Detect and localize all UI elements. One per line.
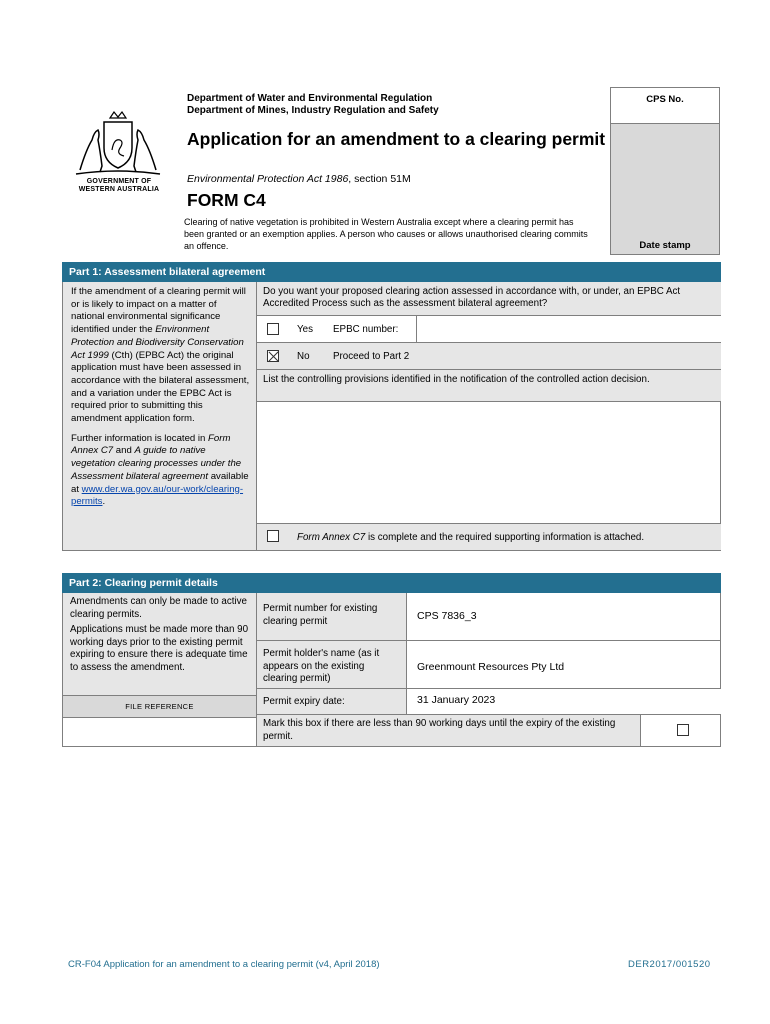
form-number: FORM C4	[187, 190, 266, 210]
permit-holder-label: Permit holder's name (as it appears on the existing clearing permit)	[257, 641, 407, 689]
part1-guidance	[63, 282, 257, 550]
part2-title: Part 2: Clearing permit details	[62, 573, 721, 593]
annex-confirmation-row	[257, 524, 721, 550]
annex-checkbox[interactable]	[267, 530, 279, 542]
part1-title: Part 1: Assessment bilateral agreement	[62, 262, 721, 282]
permit-expiry-label: Permit expiry date:	[257, 689, 407, 715]
part1-table	[62, 282, 721, 551]
file-reference-input	[63, 717, 257, 746]
yes-option-row	[257, 316, 721, 343]
cps-date-stamp-box	[610, 87, 720, 255]
logo-text: GOVERNMENT OF WESTERN AUSTRALIA	[78, 178, 160, 193]
no-option-row	[257, 343, 721, 370]
department-line-2: Department of Mines, Industry Regulation and Safety	[187, 105, 439, 116]
proceed-label: Proceed to Part 2	[333, 351, 410, 362]
yes-label: Yes	[297, 324, 313, 335]
part2-guidance-paragraph-1: Amendments can only be made to active clearing permits.	[70, 596, 247, 620]
department-line-1: Department of Water and Environmental Regulation	[187, 93, 433, 104]
permit-expiry-value[interactable]: 31 January 2023	[407, 689, 721, 715]
clearing-permits-link[interactable]: www.der.wa.gov.au/our-work/clearing-permits	[71, 483, 244, 508]
footer-document-number: DER2017/001520	[628, 959, 711, 970]
expiry-warning-label: Mark this box if there are less than 90 working days until the expiry of the existing permit.	[257, 715, 641, 746]
annex-label: Form Annex C7 is complete and the required supporting information is attached.	[297, 532, 645, 543]
footer-form-reference: CR-F04 Application for an amendment to a clearing permit (v4, April 2018)	[68, 959, 380, 970]
part2-guidance	[63, 593, 257, 695]
permit-holder-value[interactable]: Greenmount Resources Pty Ltd	[407, 641, 721, 689]
permit-number-value[interactable]: CPS 7836_3	[407, 593, 721, 641]
department-names	[187, 93, 439, 117]
form-title: Application for an amendment to a clearing permit	[187, 129, 606, 149]
part1-guidance-paragraph-2: Further information is located in Form Annex C7 and A guide to native vegetation clearing processes under the Assessment bilateral agreement available at www.der.wa.gov.au/our-work/clearing-permits.	[71, 432, 249, 508]
epbc-number-input[interactable]	[416, 316, 721, 342]
part1-guidance-paragraph-1: If the amendment of a clearing permit will or is likely to impact on a matter of national environmental significance identified under the Environment Protection and Biodiversity Conservation Act 1999 (Cth) (EPBC Act) the original application must have been assessed in accordance with the bilateral assessment, and a variation under the EPBC Act is required prior to submitting this amendment application form.	[71, 286, 250, 425]
part2-guidance-paragraph-2: Applications must be made more than 90 working days prior to the existing permit expiring to ensure there is adequate time to assess the amendment.	[70, 624, 249, 673]
controlling-provisions-label: List the controlling provisions identified in the notification of the controlled action decision.	[257, 370, 721, 402]
file-reference-label: FILE REFERENCE	[63, 695, 257, 717]
epbc-question: Do you want your proposed clearing action assessed in accordance with, or under, an EPBC Act Accredited Process such as the assessment bilateral agreement?	[257, 282, 721, 316]
yes-checkbox[interactable]	[267, 323, 279, 335]
act-reference: Environmental Protection Act 1986, section 51M	[187, 173, 411, 185]
expiry-warning-cell	[641, 715, 721, 746]
part2-table	[62, 593, 721, 747]
no-checkbox[interactable]	[267, 350, 279, 362]
expiry-warning-checkbox[interactable]	[677, 724, 689, 736]
cps-number-label: CPS No.	[611, 88, 719, 124]
intro-text: Clearing of native vegetation is prohibited in Western Australia except where a clearing permit has been granted or an exemption applies. A person who causes or allows unauthorised clearing commits an offence.	[184, 217, 588, 251]
epbc-number-label: EPBC number:	[333, 324, 399, 335]
permit-number-label: Permit number for existing clearing permit	[257, 593, 407, 641]
date-stamp-label: Date stamp	[639, 240, 691, 251]
no-label: No	[297, 351, 310, 362]
controlling-provisions-input[interactable]	[257, 402, 721, 524]
